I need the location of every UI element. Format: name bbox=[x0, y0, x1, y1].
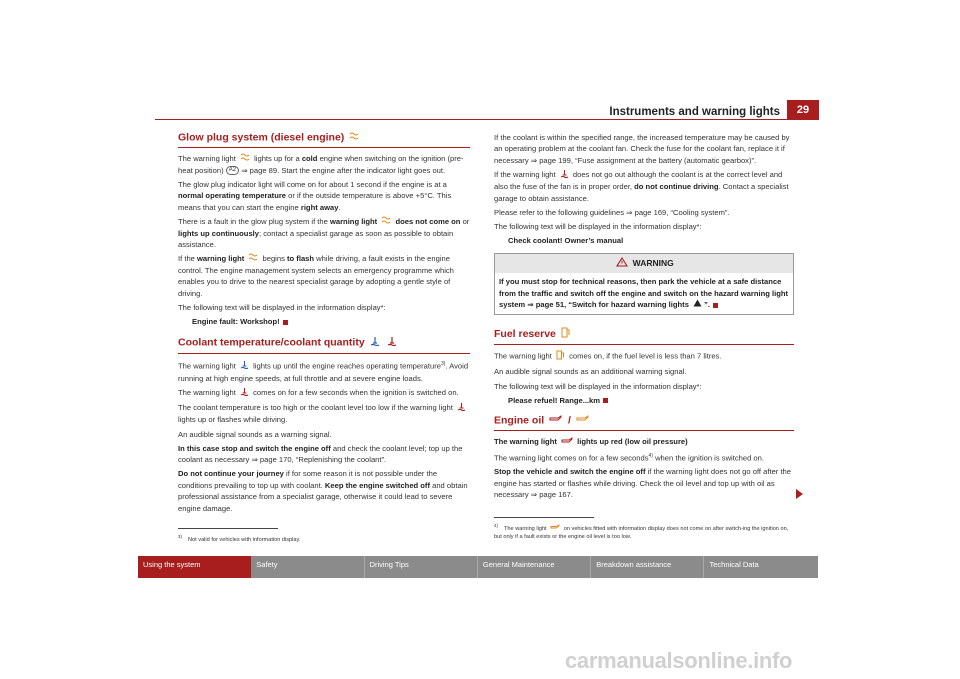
left-column bbox=[178, 132, 470, 517]
footnote-3: $^{3)}$Not valid for vehicles with information display. bbox=[178, 534, 301, 543]
footnote-divider bbox=[178, 528, 278, 529]
coolant-red-icon bbox=[560, 169, 569, 181]
coolant-heading-text: Coolant temperature/coolant quantity bbox=[178, 336, 365, 349]
oil-p1: The warning light lights up red (low oil pressure) bbox=[494, 437, 688, 447]
warning-triangle-icon bbox=[616, 257, 628, 270]
glow-plug-icon bbox=[248, 253, 258, 264]
glow-p3: There is a fault in the glow plug system if the warning light does not come on or lights up continuously; contact a specialist garage as soon as possible to obtain assistance. bbox=[178, 216, 470, 249]
right-p3: Please refer to the following guidelines ⇒ page 169, “Cooling system”. bbox=[494, 208, 730, 218]
oil-can-orange-icon bbox=[550, 524, 560, 533]
nav-tab-driving-tips[interactable]: Driving Tips bbox=[365, 556, 478, 578]
section-heading-fuel bbox=[494, 327, 794, 345]
nav-tab-breakdown-assistance[interactable]: Breakdown assistance bbox=[591, 556, 704, 578]
coolant-blue-icon bbox=[240, 360, 249, 372]
watermark: carmanualsonline.info bbox=[565, 648, 793, 673]
coolant-p1: The warning light lights up until the engine reaches operating temperature$^{3)}$. Avoid running at high engine speeds, at full throttle and at severe engine loads. bbox=[178, 360, 469, 383]
right-column bbox=[494, 132, 794, 503]
oil-p2: The warning light comes on for a few seconds$^{4)}$ when the ignition is switched on. bbox=[494, 452, 764, 463]
oil-can-red-icon bbox=[549, 415, 563, 426]
chapter-nav-bar bbox=[138, 556, 818, 578]
next-page-arrow[interactable] bbox=[796, 489, 803, 499]
coolant-red-icon bbox=[387, 336, 397, 349]
coolant-p5: In this case stop and switch the engine off and check the coolant level; top up the coolant as necessary ⇒ page 170, “Replenishing the coolant”. bbox=[178, 443, 463, 465]
footnote-4: $^{4)}$The warning light on vehicles fitted with information display does not come on after switch-ing the ignition on, but only if a fault exists or the engine oil level is too low. bbox=[494, 523, 789, 540]
fuel-p3: The following text will be displayed in the information display*: bbox=[494, 381, 702, 391]
page-number: 29 bbox=[787, 100, 819, 120]
section-end-mark bbox=[603, 398, 608, 403]
fuel-p1: The warning light comes on, if the fuel level is less than 7 litres. bbox=[494, 350, 794, 363]
right-p2: If the warning light does not go out although the coolant is at the correct level and also the fuse of the fan is in proper order, do not continue driving. Contact a specialist garage to obtain assistance. bbox=[494, 170, 789, 203]
fuel-p2: An audible signal sounds as an additional warning signal. bbox=[494, 367, 687, 377]
glow-heading-text: Glow plug system (diesel engine) bbox=[178, 131, 345, 144]
nav-tab-general-maintenance[interactable]: General Maintenance bbox=[478, 556, 591, 578]
glow-plug-icon bbox=[240, 153, 250, 164]
glow-plug-icon bbox=[349, 132, 359, 143]
page-header-title: Instruments and warning lights bbox=[609, 106, 780, 118]
warning-text: If you must stop for technical reasons, then park the vehicle at a safe distance from the traffic and switch off the engine and switch on the hazard warning light system ⇒ page 51, “Switch for hazard warning lights ”. bbox=[499, 277, 789, 310]
nav-tab-technical-data[interactable]: Technical Data bbox=[709, 560, 759, 569]
page-link[interactable]: ⇒ page 89. Start the engine after the indicator light goes out. bbox=[241, 165, 446, 175]
coolant-p4: An audible signal sounds as a warning signal. bbox=[178, 429, 332, 439]
hazard-triangle-icon bbox=[693, 299, 702, 310]
glow-plug-icon bbox=[381, 216, 391, 227]
oil-heading-text: Engine oil bbox=[494, 414, 545, 427]
display-message: Check coolant! Owner’s manual bbox=[508, 236, 624, 246]
section-heading-coolant bbox=[178, 336, 470, 353]
oil-p3: Stop the vehicle and switch the engine off if the warning light does not go off after the engine has started or flashes while driving. Check the oil level and top up with oil as necessary ⇒ page 167. bbox=[494, 467, 792, 500]
coolant-blue-icon bbox=[370, 336, 380, 349]
fuel-pump-icon bbox=[561, 327, 571, 341]
oil-can-red-icon bbox=[561, 436, 573, 447]
glow-p5: The following text will be displayed in the information display*: bbox=[178, 302, 386, 312]
glow-p2: The glow plug indicator light will come on for about 1 second if the engine is at a normal operating temperature or if the outside temperature is above +5°C. This means that you can start the engine right away. bbox=[178, 179, 452, 212]
section-end-mark bbox=[283, 320, 288, 325]
section-heading-oil bbox=[494, 415, 794, 431]
display-message: Please refuel! Range...km bbox=[494, 395, 794, 406]
fuel-heading-text: Fuel reserve bbox=[494, 327, 556, 340]
section-heading-glow-plug bbox=[178, 132, 470, 148]
section-end-mark bbox=[713, 303, 718, 308]
oil-heading-separator: / bbox=[568, 414, 571, 427]
display-message: Engine fault: Workshop! bbox=[178, 316, 470, 327]
coolant-red-icon bbox=[240, 387, 249, 399]
right-p1: If the coolant is within the specified range, the increased temperature may be caused by an operating problem at the coolant fan. Check the fuse for the coolant fan, replace it if necessary ⇒ page 199, “Fuse assignment at the battery (automatic gearbox)”. bbox=[494, 133, 790, 165]
right-p4: The following text will be displayed in the information display*: bbox=[494, 222, 702, 232]
footnote-divider bbox=[494, 517, 594, 518]
coolant-p2: The warning light comes on for a few seconds when the ignition is switched on. bbox=[178, 387, 470, 399]
ignition-position-badge: A2 bbox=[226, 166, 239, 175]
coolant-red-icon bbox=[457, 402, 466, 414]
coolant-p6: Do not continue your journey if for some reason it is not possible under the conditions prevailing to top up with coolant. Keep the engine switched off and obtain professional assistance from a specialist garage, otherwise it could lead to severe engine damage. bbox=[178, 469, 468, 513]
glow-p4: If the warning light begins to flash while driving, a fault exists in the engine control. The engine management system selects an emergency programme which enables you to drive to the nearest specialist garage by adopting a gentle style of driving. bbox=[178, 254, 454, 298]
oil-can-orange-icon bbox=[576, 415, 590, 426]
header-divider bbox=[155, 119, 787, 120]
nav-tab-using-the-system[interactable]: Using the system bbox=[138, 556, 251, 578]
warning-box bbox=[494, 253, 794, 315]
nav-tab-safety[interactable]: Safety bbox=[251, 556, 364, 578]
fuel-pump-icon bbox=[556, 350, 565, 363]
glow-p1: The warning light lights up for a cold engine when switching on the ignition (pre-heat position) A2 ⇒ page 89. Start the engine after the indicator light goes out. bbox=[178, 153, 464, 175]
warning-heading: WARNING bbox=[495, 254, 793, 273]
coolant-p3: The coolant temperature is too high or the coolant level too low if the warning light lights up or flashes while driving. bbox=[178, 402, 470, 426]
